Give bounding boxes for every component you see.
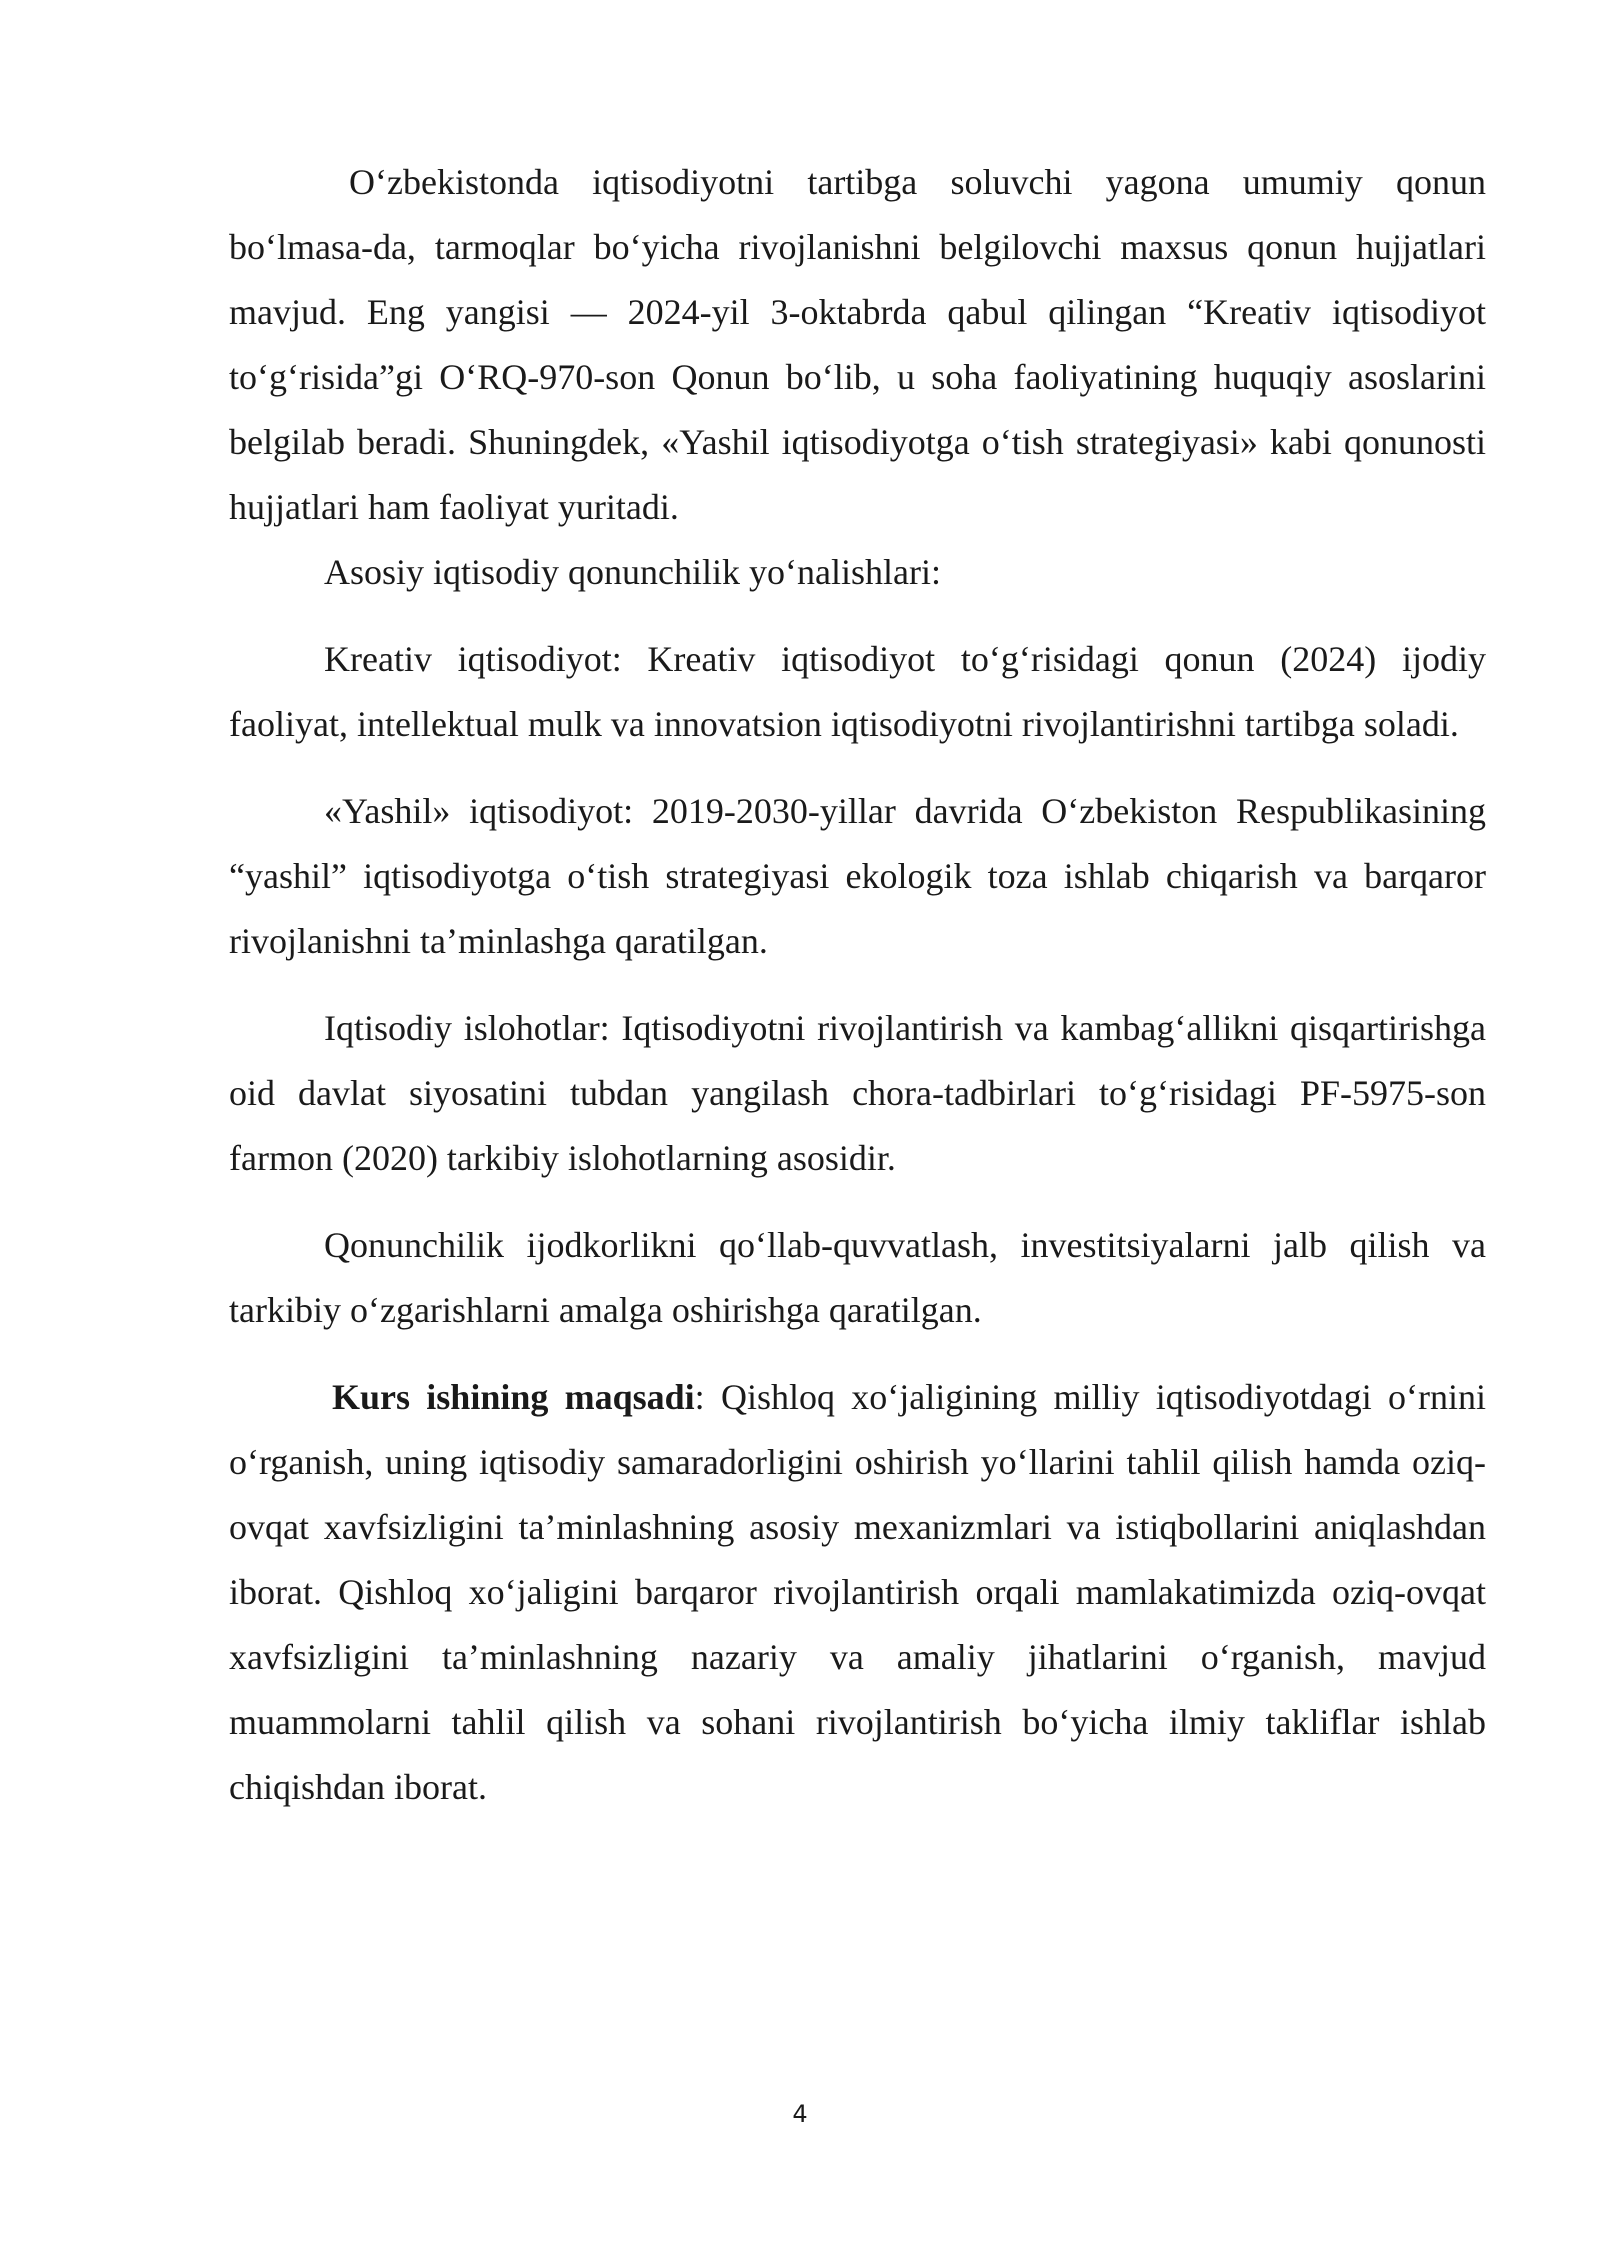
page-number: 4 xyxy=(792,2100,808,2128)
directions-heading: Asosiy iqtisodiy qonunchilik yo‘nalishlari: xyxy=(324,552,941,592)
course-goal-text: : Qishloq xo‘jaligining milliy iqtisodiyotdagi o‘rnini o‘rganish, uning iqtisodiy samaradorligini oshirish yo‘llarini tahlil qilish hamda oziq-ovqat xavfsizligini ta’minlashning asosiy mexanizmlari va istiqbollarini aniqlashdan iborat. Qishloq xo‘jaligini barqaror rivojlantirish orqali mamlakatimizda oziq-ovqat xavfsizligini ta’minlashning nazariy va amaliy jihatlarini o‘rganish, mavjud muammolarni tahlil qilish va sohani rivojlantirish bo‘yicha ilmiy takliflar ishlab chiqishdan iborat. xyxy=(229,1377,1486,1807)
legislation-paragraph: Qonunchilik ijodkorlikni qo‘llab-quvvatlash, investitsiyalarni jalb qilish va tarkibiy o‘zgarishlarni amalga oshirishga qaratilgan. xyxy=(229,1225,1486,1330)
green-economy-paragraph: «Yashil» iqtisodiyot: 2019-2030-yillar davrida O‘zbekiston Respublikasining “yashil” iqtisodiyotga o‘tish strategiyasi ekologik toza ishlab chiqarish va barqaror rivojlanishni ta’minlashga qaratilgan. xyxy=(229,791,1486,961)
document-page xyxy=(229,150,1486,1820)
economic-reforms-paragraph: Iqtisodiy islohotlar: Iqtisodiyotni rivojlantirish va kambag‘allikni qisqartirishga oid davlat siyosatini tubdan yangilash chora-tadbirlari to‘g‘risidagi PF-5975-son farmon (2020) tarkibiy islohotlarning asosidir. xyxy=(229,1008,1486,1178)
creative-economy-paragraph: Kreativ iqtisodiyot: Kreativ iqtisodiyot to‘g‘risidagi qonun (2024) ijodiy faoliyat, intellektual mulk va innovatsion iqtisodiyotni rivojlantirishni tartibga soladi. xyxy=(229,639,1486,744)
intro-paragraph: O‘zbekistonda iqtisodiyotni tartibga soluvchi yagona umumiy qonun bo‘lmasa-da, tarmoqlar bo‘yicha rivojlanishni belgilovchi maxsus qonun hujjatlari mavjud. Eng yangisi — 2024-yil 3-oktabrda qabul qilingan “Kreativ iqtisodiyot to‘g‘risida”gi O‘RQ-970-son Qonun bo‘lib, u soha faoliyatining huquqiy asoslarini belgilab beradi. Shuningdek, «Yashil iqtisodiyotga o‘tish strategiyasi» kabi qonunosti hujjatlari ham faoliyat yuritadi. xyxy=(229,162,1486,527)
course-goal-label: Kurs ishining maqsadi xyxy=(332,1377,695,1417)
course-goal-paragraph xyxy=(229,1365,1486,1820)
